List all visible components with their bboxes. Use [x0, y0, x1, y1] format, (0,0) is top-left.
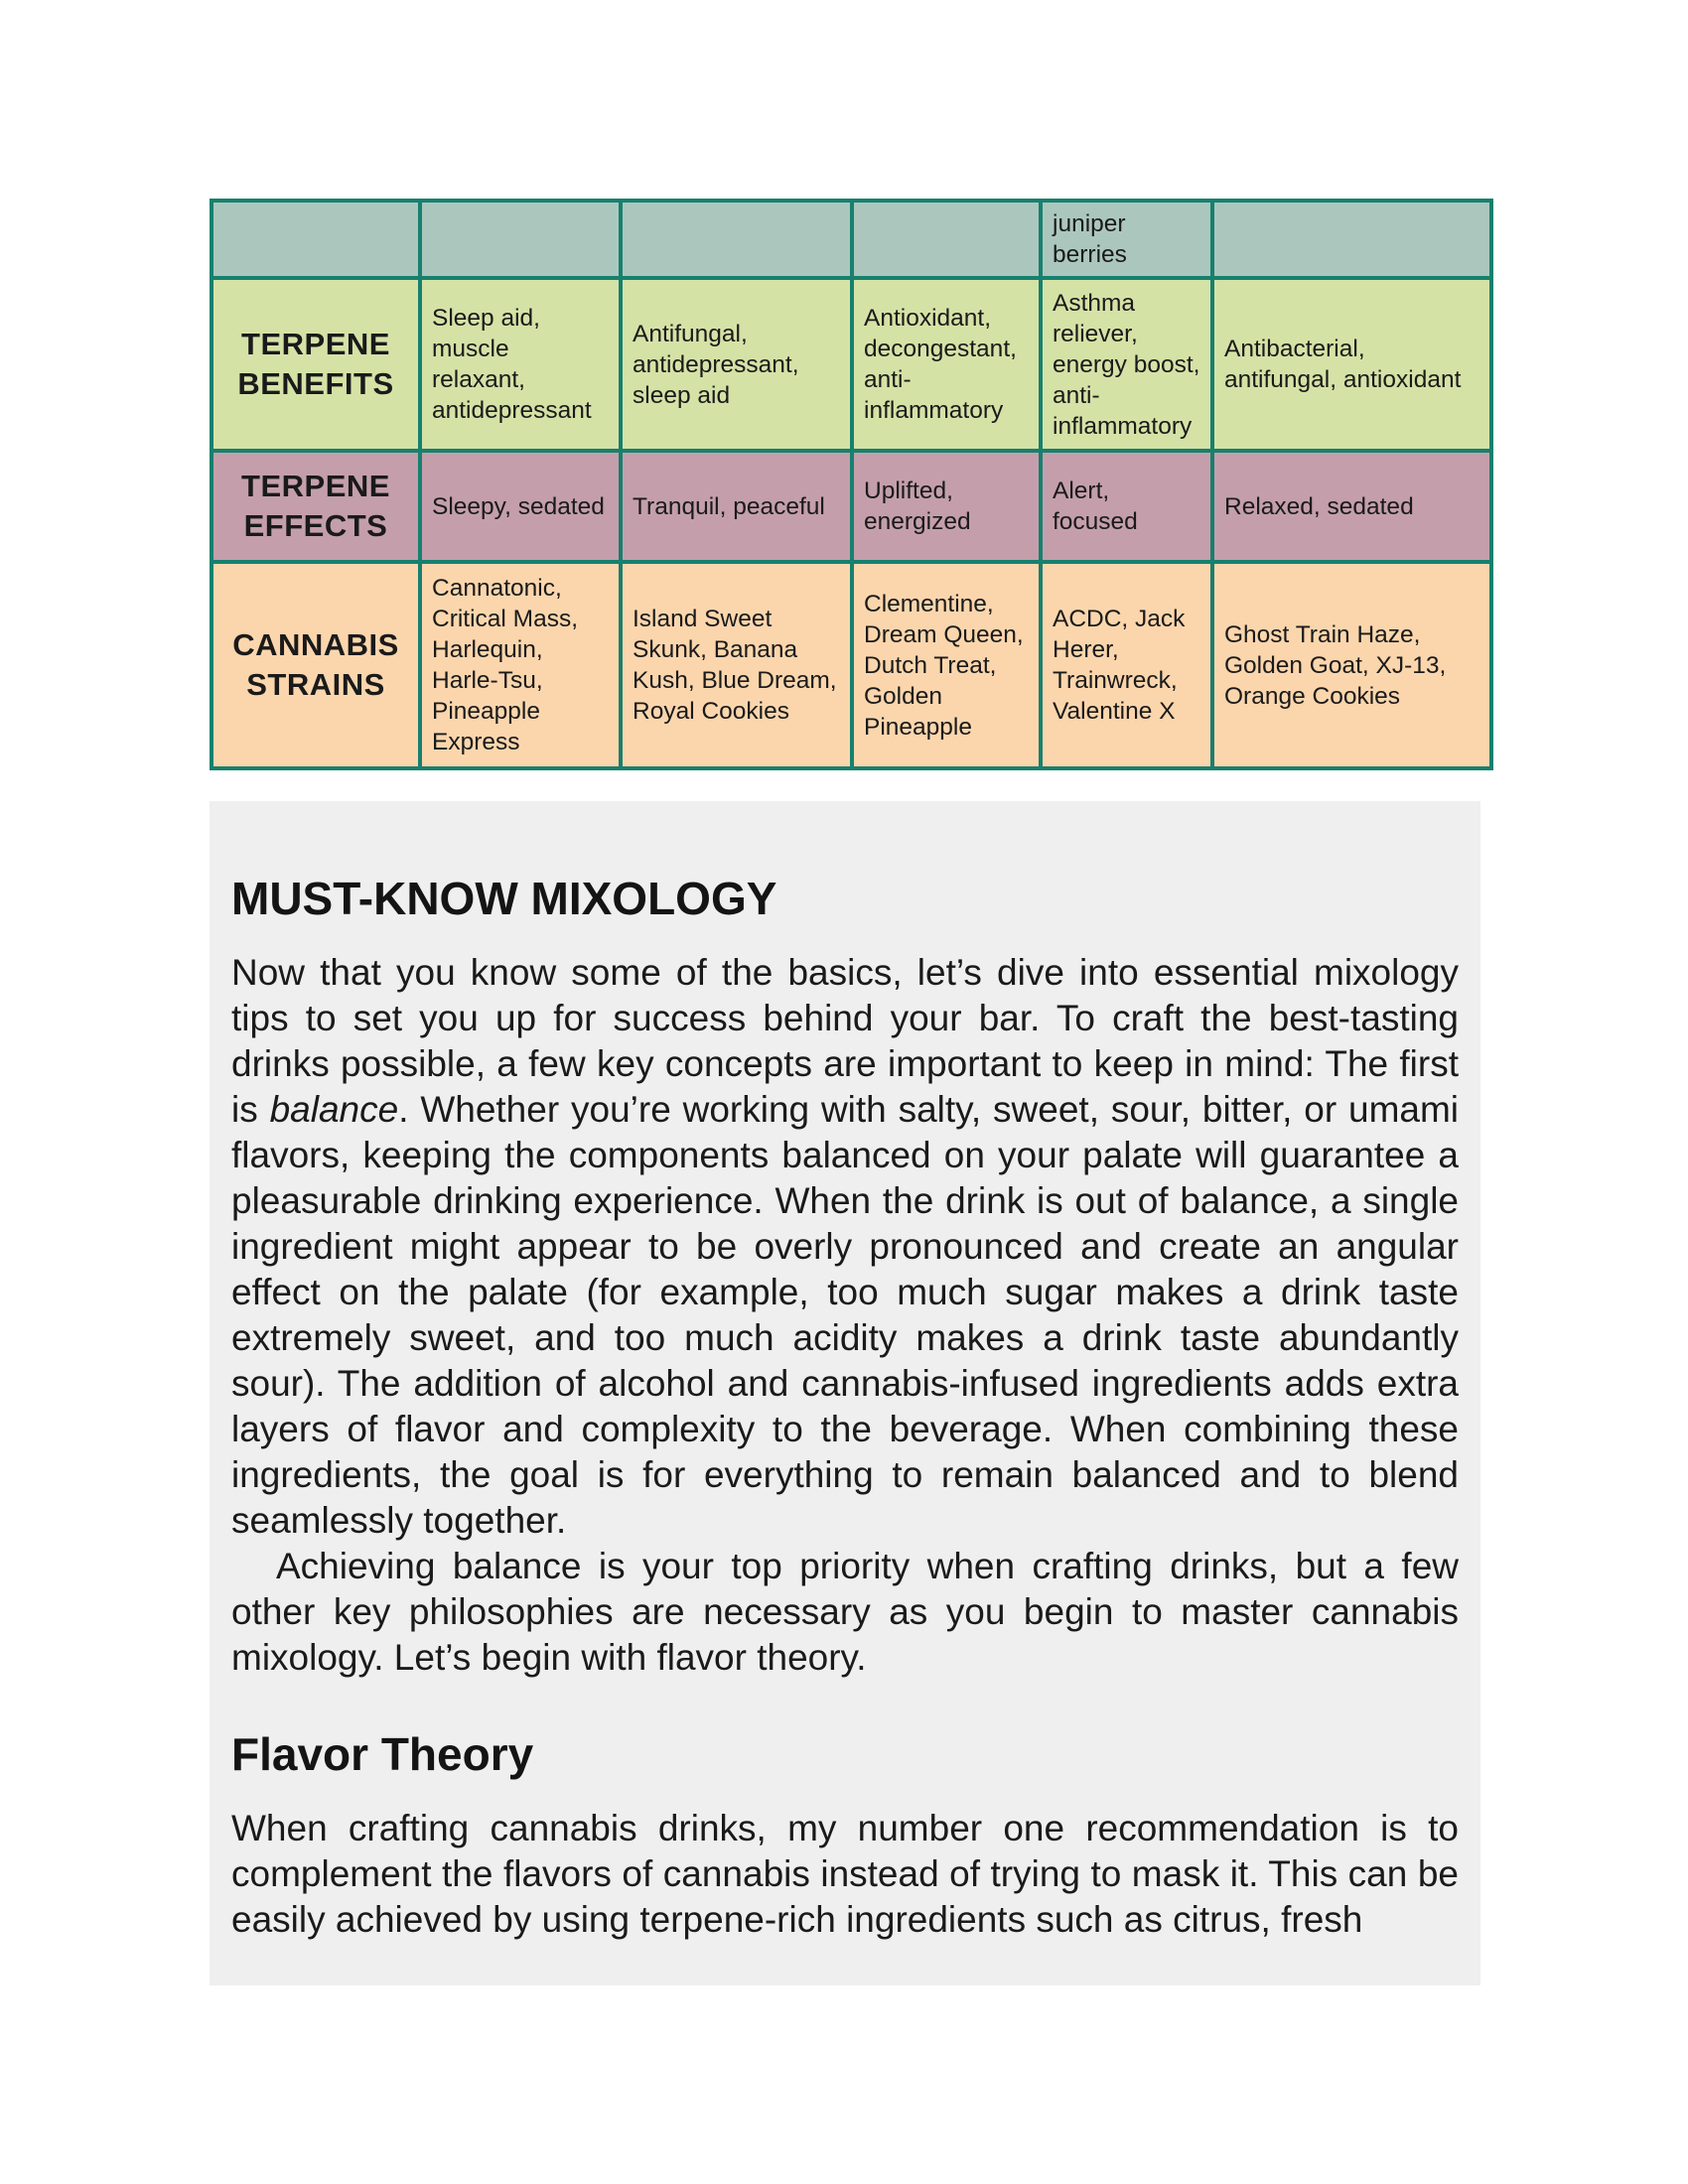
table-row-effects [211, 451, 1491, 562]
table-cell [852, 201, 1041, 278]
table-cell: Tranquil, peaceful [621, 451, 852, 562]
emphasis-text: balance [269, 1089, 399, 1130]
table-row-top [211, 201, 1491, 278]
table-cell [621, 201, 852, 278]
table-row-benefits [211, 278, 1491, 451]
table-cell: Sleepy, sedated [420, 451, 621, 562]
table-cell: Antioxidant, decongestant, anti-inflammatory [852, 278, 1041, 451]
table-cell [420, 201, 621, 278]
table-cell: Sleep aid, muscle relaxant, antidepressant [420, 278, 621, 451]
table-cell: Ghost Train Haze, Golden Goat, XJ-13, Orange Cookies [1212, 562, 1491, 768]
table-cell: ACDC, Jack Herer, Trainwreck, Valentine X [1041, 562, 1212, 768]
table-cell: Island Sweet Skunk, Banana Kush, Blue Dream, Royal Cookies [621, 562, 852, 768]
paragraph: Achieving balance is your top priority when crafting drinks, but a few other key philosophies are necessary as you begin to master cannabis mixology. Let’s begin with flavor theory. [231, 1546, 1459, 1678]
mixology-section [210, 801, 1480, 1985]
terpene-table [210, 199, 1493, 770]
table-cell: Uplifted, energized [852, 451, 1041, 562]
table-cell [1212, 201, 1491, 278]
table-cell: Cannatonic, Critical Mass, Harlequin, Harle-Tsu, Pineapple Express [420, 562, 621, 768]
paragraph [231, 950, 1459, 1544]
row-header-strains: CANNABIS STRAINS [211, 562, 420, 768]
table-cell: Asthma reliever, energy boost, anti-inflammatory [1041, 278, 1212, 451]
table-cell: Clementine, Dream Queen, Dutch Treat, Golden Pineapple [852, 562, 1041, 768]
table-cell: Alert, focused [1041, 451, 1212, 562]
paragraph-text: Now that you know some of the basics, let’s dive into essential mixology tips to set you up for success behind your bar. To craft the best-tasting drinks possible, a few key concepts are important to keep in mind: The first is [231, 952, 1459, 1130]
table-cell: Antifungal, antidepressant, sleep aid [621, 278, 852, 451]
table-cell: Antibacterial, antifungal, antioxidant [1212, 278, 1491, 451]
table-cell: juniper berries [1041, 201, 1212, 278]
paragraph-text: . Whether you’re working with salty, sweet, sour, bitter, or umami flavors, keeping the components balanced on your palate will guarantee a pleasurable drinking experience. When the drink is out of balance, a single ingredient might appear to be overly pronounced and create an angular effect on the palate (for example, too much sugar makes a drink taste extremely sweet, and too much acidity makes a drink taste abundantly sour). The addition of alcohol and cannabis-infused ingredients adds extra layers of flavor and complexity to the beverage. When combining these ingredients, the goal is for everything to remain balanced and to blend seamlessly together. [231, 1089, 1460, 1541]
table-cell: Relaxed, sedated [1212, 451, 1491, 562]
row-header-benefits: TERPENE BENEFITS [211, 278, 420, 451]
row-header-effects: TERPENE EFFECTS [211, 451, 420, 562]
section-heading: MUST-KNOW MIXOLOGY [231, 873, 777, 924]
subsection-heading: Flavor Theory [231, 1728, 534, 1780]
table-row-strains [211, 562, 1491, 768]
paragraph: When crafting cannabis drinks, my number one recommendation is to complement the flavors of cannabis instead of trying to mask it. This can be easily achieved by using terpene-rich ingredients such as citrus, fresh [231, 1808, 1459, 1940]
table-cell [211, 201, 420, 278]
